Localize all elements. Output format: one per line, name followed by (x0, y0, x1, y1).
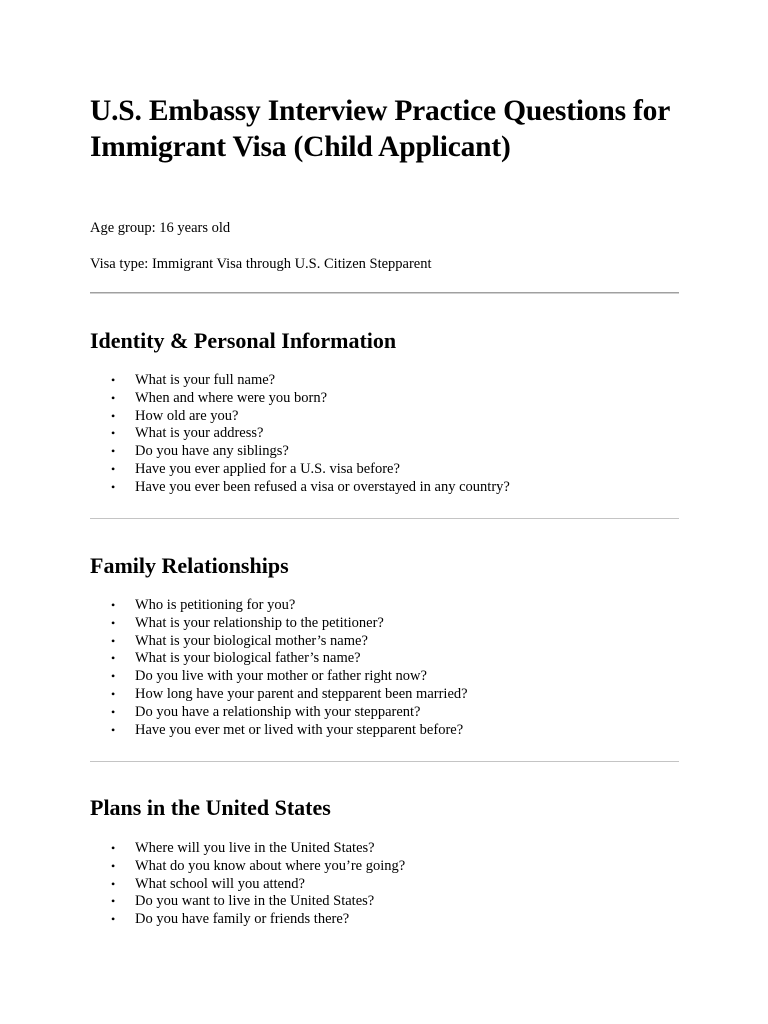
bullet-icon: • (111, 461, 116, 476)
bullet-icon: • (111, 894, 116, 909)
plans-question-list (90, 840, 405, 929)
visa-type-line: Visa type: Immigrant Visa through U.S. Citizen Stepparent (90, 256, 432, 272)
question-text: What is your relationship to the petitioner? (135, 614, 384, 631)
section-heading-plans: Plans in the United States (90, 795, 331, 820)
list-item (90, 911, 405, 929)
bullet-icon: • (111, 426, 116, 441)
list-item (90, 722, 468, 740)
question-text: Have you ever met or lived with your stepparent before? (135, 721, 464, 738)
list-item (90, 893, 405, 911)
bullet-icon: • (111, 651, 116, 666)
question-text: How old are you? (135, 407, 239, 424)
identity-question-list (90, 372, 510, 497)
list-item (90, 668, 468, 686)
question-text: Do you have family or friends there? (135, 911, 350, 928)
bullet-icon: • (111, 858, 116, 873)
bullet-icon: • (111, 408, 116, 423)
question-text: What is your full name? (135, 372, 276, 388)
bullet-icon: • (111, 615, 116, 630)
list-item (90, 704, 468, 722)
question-text: Where will you live in the United States? (135, 840, 375, 856)
bullet-icon: • (111, 912, 116, 927)
question-text: What is your address? (135, 425, 264, 442)
bullet-icon: • (111, 686, 116, 701)
question-text: Do you have any siblings? (135, 443, 289, 460)
list-item (90, 840, 405, 858)
list-item (90, 876, 405, 894)
bullet-icon: • (111, 704, 116, 719)
list-item (90, 390, 510, 408)
list-item (90, 443, 510, 461)
list-item (90, 461, 510, 479)
list-item (90, 408, 510, 426)
bullet-icon: • (111, 876, 116, 891)
document-title: U.S. Embassy Interview Practice Questions for Immigrant Visa (Child Applicant) (90, 95, 670, 163)
list-item (90, 650, 468, 668)
list-item (90, 372, 510, 390)
section-divider (90, 518, 679, 519)
list-item (90, 425, 510, 443)
list-item (90, 615, 468, 633)
question-text: Do you live with your mother or father right now? (135, 668, 427, 685)
bullet-icon: • (111, 373, 116, 387)
question-text: What is your biological mother’s name? (135, 632, 368, 649)
list-item (90, 479, 510, 497)
section-heading-family: Family Relationships (90, 553, 289, 578)
bullet-icon: • (111, 633, 116, 648)
bullet-icon: • (111, 669, 116, 684)
question-text: Do you have a relationship with your stepparent? (135, 703, 421, 720)
bullet-icon: • (111, 444, 116, 459)
list-item (90, 686, 468, 704)
bullet-icon: • (111, 598, 116, 612)
question-text: What is your biological father’s name? (135, 650, 361, 667)
question-text: How long have your parent and stepparent been married? (135, 685, 468, 702)
age-group-line: Age group: 16 years old (90, 220, 231, 236)
list-item (90, 597, 468, 615)
section-divider (90, 761, 679, 762)
question-text: Do you want to live in the United States? (135, 893, 375, 910)
question-text: What school will you attend? (135, 875, 305, 892)
bullet-icon: • (111, 722, 116, 737)
question-text: When and where were you born? (135, 389, 328, 406)
section-heading-identity: Identity & Personal Information (90, 328, 397, 353)
question-text: Have you ever been refused a visa or overstayed in any country? (135, 478, 510, 495)
question-text: Who is petitioning for you? (135, 597, 296, 613)
family-question-list (90, 597, 468, 739)
bullet-icon: • (111, 841, 116, 855)
question-text: Have you ever applied for a U.S. visa before? (135, 460, 400, 477)
bullet-icon: • (111, 390, 116, 405)
list-item (90, 858, 405, 876)
question-text: What do you know about where you’re going? (135, 857, 406, 874)
header-divider (90, 292, 679, 294)
bullet-icon: • (111, 479, 116, 494)
list-item (90, 633, 468, 651)
